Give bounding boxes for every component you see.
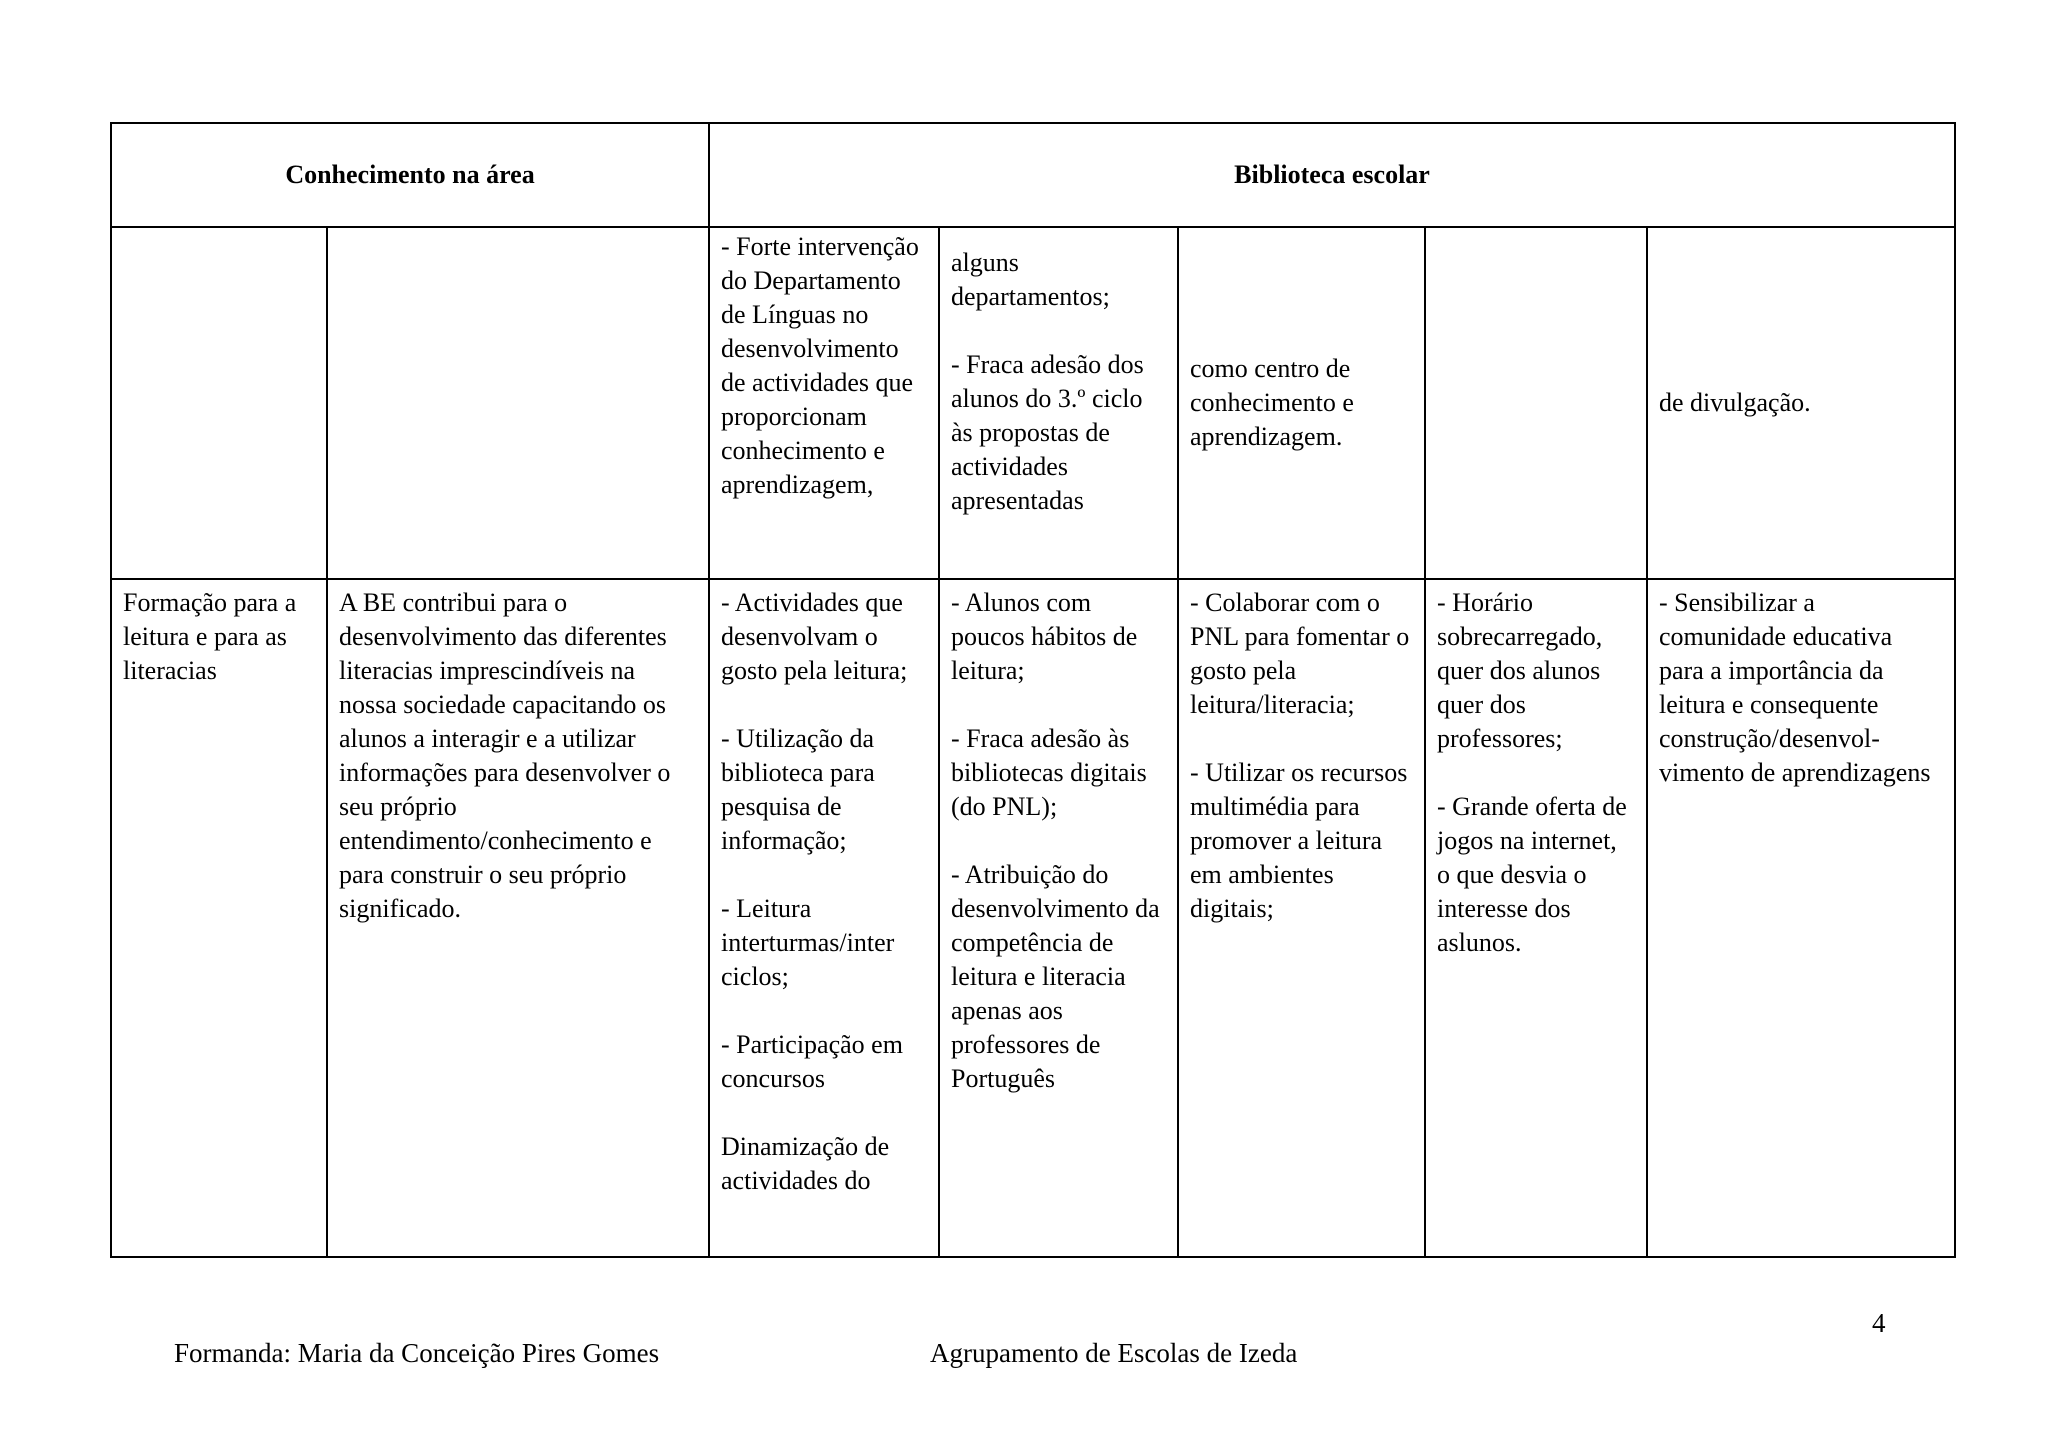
table-header-row	[111, 123, 1955, 227]
table-cell-actions: - Sensibilizar a comunidade educativa para a importância da leitura e consequente construção/desenvol-vimento de aprendizagens	[1647, 579, 1955, 1257]
table-cell	[111, 227, 327, 579]
table-cell: de divulgação.	[1647, 227, 1955, 579]
table-cell-description: A BE contribui para o desenvolvimento das diferentes literacias imprescindíveis na nossa sociedade capacitando os alunos a interagir e a utilizar informações para desenvolver o seu próprio entendimento/conhecimento e para construir o seu próprio significado.	[327, 579, 709, 1257]
table-cell-weaknesses: - Alunos com poucos hábitos de leitura; - Fraca adesão às bibliotecas digitais (do PNL); - Atribuição do desenvolvimento da competência de leitura e literacia apenas aos professores de Português	[939, 579, 1178, 1257]
table-row	[111, 579, 1955, 1257]
header-conhecimento: Conhecimento na área	[111, 123, 709, 227]
swot-table	[110, 122, 1956, 1258]
table-cell: como centro de conhecimento e aprendizagem.	[1178, 227, 1425, 579]
footer-author: Formanda: Maria da Conceição Pires Gomes	[174, 1338, 660, 1368]
table-cell-threats: - Horário sobrecarregado, quer dos alunos quer dos professores; - Grande oferta de jogos na internet, o que desvia o interesse dos aslunos.	[1425, 579, 1647, 1257]
table-row	[111, 227, 1955, 579]
header-biblioteca: Biblioteca escolar	[709, 123, 1955, 227]
table-cell: alguns departamentos; - Fraca adesão dos alunos do 3.º ciclo às propostas de actividades apresentadas	[939, 227, 1178, 579]
table-cell-strengths: - Actividades que desenvolvam o gosto pela leitura; - Utilização da biblioteca para pesquisa de informação; - Leitura interturmas/inter ciclos; - Participação em concursos Dinamização de actividades do	[709, 579, 939, 1257]
table-cell-opportunities: - Colaborar com o PNL para fomentar o gosto pela leitura/literacia; - Utilizar os recursos multimédia para promover a leitura em ambientes digitais;	[1178, 579, 1425, 1257]
footer-school: Agrupamento de Escolas de Izeda	[930, 1338, 1298, 1368]
table-cell	[327, 227, 709, 579]
table-cell	[1425, 227, 1647, 579]
table-cell-area: Formação para a leitura e para as literacias	[111, 579, 327, 1257]
page-number: 4	[1872, 1308, 1886, 1338]
table-cell: - Forte intervenção do Departamento de Línguas no desenvolvimento de actividades que proporcionam conhecimento e aprendizagem,	[709, 227, 939, 579]
